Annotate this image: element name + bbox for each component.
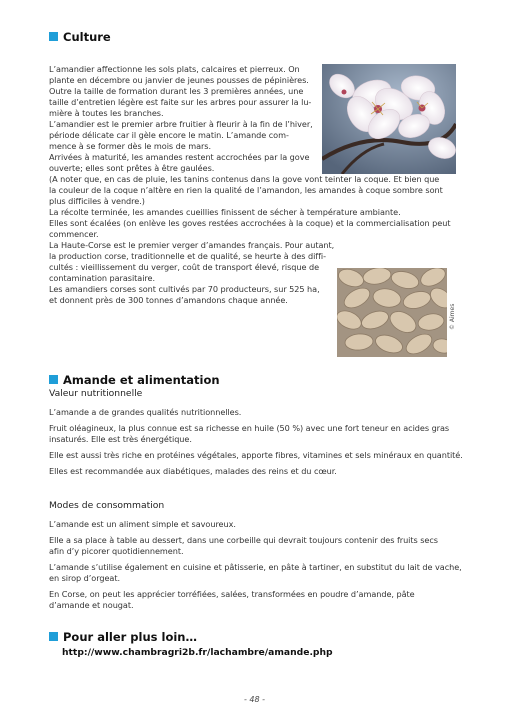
culture-line: plus difficiles à vendre.) — [49, 196, 145, 206]
culture-line: ouverte; elles sont prêtes à être gaulées. — [49, 163, 215, 173]
culture-line: période délicate car il gèle encore le matin. L’amande com- — [49, 130, 289, 140]
nutrition-line: Elle est aussi très riche en protéines végétales, apporte fibres, vitamines et sels minéraux en quantité. — [49, 450, 463, 460]
culture-line: L’amandier affectionne les sols plats, calcaires et pierreux. On — [49, 64, 300, 74]
culture-line: (A noter que, en cas de pluie, les tanins contenus dans la gove vont teinter la coque. Et bien que — [49, 174, 440, 184]
culture-line: Outre la taille de formation durant les 3 premières années, une — [49, 86, 304, 96]
nutrition-line: Fruit oléagineux, la plus connue est sa richesse en huile (50 %) avec une fort teneur en acides gras — [49, 423, 450, 433]
blue-square-bullet-icon — [49, 375, 58, 384]
culture-line: et donnent près de 300 tonnes d’amandons chaque année. — [49, 295, 288, 305]
culture-line: taille d’entretien légère est faite sur les arbres pour assurer la lu- — [49, 97, 312, 107]
photo-credit: © Aimes — [449, 303, 456, 330]
consumption-line: L’amande s’utilise également en cuisine et pâtisserie, en pâte à tartiner, en substitut du lait de vache, — [49, 562, 462, 572]
culture-line: plante en décembre ou janvier de jeunes pousses de pépinières. — [49, 75, 309, 85]
almonds-photo — [337, 268, 447, 357]
culture-line: Elles sont écalées (on enlève les goves restées accrochées à la coque) et la commercialisation peut — [49, 218, 451, 228]
culture-line: Arrivées à maturité, les amandes restent accrochées par la gove — [49, 152, 310, 162]
culture-line: la couleur de la coque n’altère en rien la qualité de l’amandon, les amandes à coque sombre sont — [49, 185, 443, 195]
consumption-line: en sirop d’orgeat. — [49, 573, 121, 583]
more-heading: Pour aller plus loin… — [49, 630, 197, 644]
culture-line: mence à se former dès le mois de mars. — [49, 141, 212, 151]
culture-line: cultés : vieillissement du verger, coût de transport élevé, risque de — [49, 262, 320, 272]
culture-line: La récolte terminée, les amandes cueillies finissent de sécher à température ambiante. — [49, 207, 401, 217]
consumption-line: En Corse, on peut les apprécier torréfiées, salées, transformées en poudre d’amande, pâte — [49, 589, 415, 599]
culture-line: La Haute-Corse est le premier verger d’amandes français. Pour autant, — [49, 240, 335, 250]
consumption-line: afin d’y picorer quotidiennement. — [49, 546, 184, 556]
nutrition-line: Elles est recommandée aux diabétiques, malades des reins et du cœur. — [49, 466, 337, 476]
nutrition-line: insaturés. Elle est très énergétique. — [49, 434, 192, 444]
resource-link[interactable]: http://www.chambragri2b.fr/lachambre/amande.php — [62, 647, 333, 658]
culture-line: contamination parasitaire. — [49, 273, 156, 283]
page-number: - 48 - — [243, 695, 266, 704]
culture-line: commencer. — [49, 229, 99, 239]
culture-line: mière à toutes les branches. — [49, 108, 164, 118]
consumption-line: d’amande et nougat. — [49, 600, 134, 610]
culture-line: Les amandiers corses sont cultivés par 70 producteurs, sur 525 ha, — [49, 284, 320, 294]
almond-blossom-photo — [322, 64, 456, 174]
blue-square-bullet-icon — [49, 32, 58, 41]
consumption-line: L’amande est un aliment simple et savoureux. — [49, 519, 236, 529]
consumption-line: Elle a sa place à table au dessert, dans une corbeille qui devrait toujours contenir des fruits secs — [49, 535, 438, 545]
culture-heading: Culture — [49, 30, 111, 44]
consumption-subtitle: Modes de consommation — [49, 500, 165, 511]
blue-square-bullet-icon — [49, 632, 58, 641]
culture-line: L’amandier est le premier arbre fruitier à fleurir à la fin de l’hiver, — [49, 119, 313, 129]
nutrition-subtitle: Valeur nutritionnelle — [49, 388, 143, 399]
nutrition-line: L’amande a de grandes qualités nutritionnelles. — [49, 407, 242, 417]
alimentation-heading: Amande et alimentation — [49, 373, 220, 387]
culture-line: la production corse, traditionnelle et de qualité, se heurte à des diffi- — [49, 251, 327, 261]
